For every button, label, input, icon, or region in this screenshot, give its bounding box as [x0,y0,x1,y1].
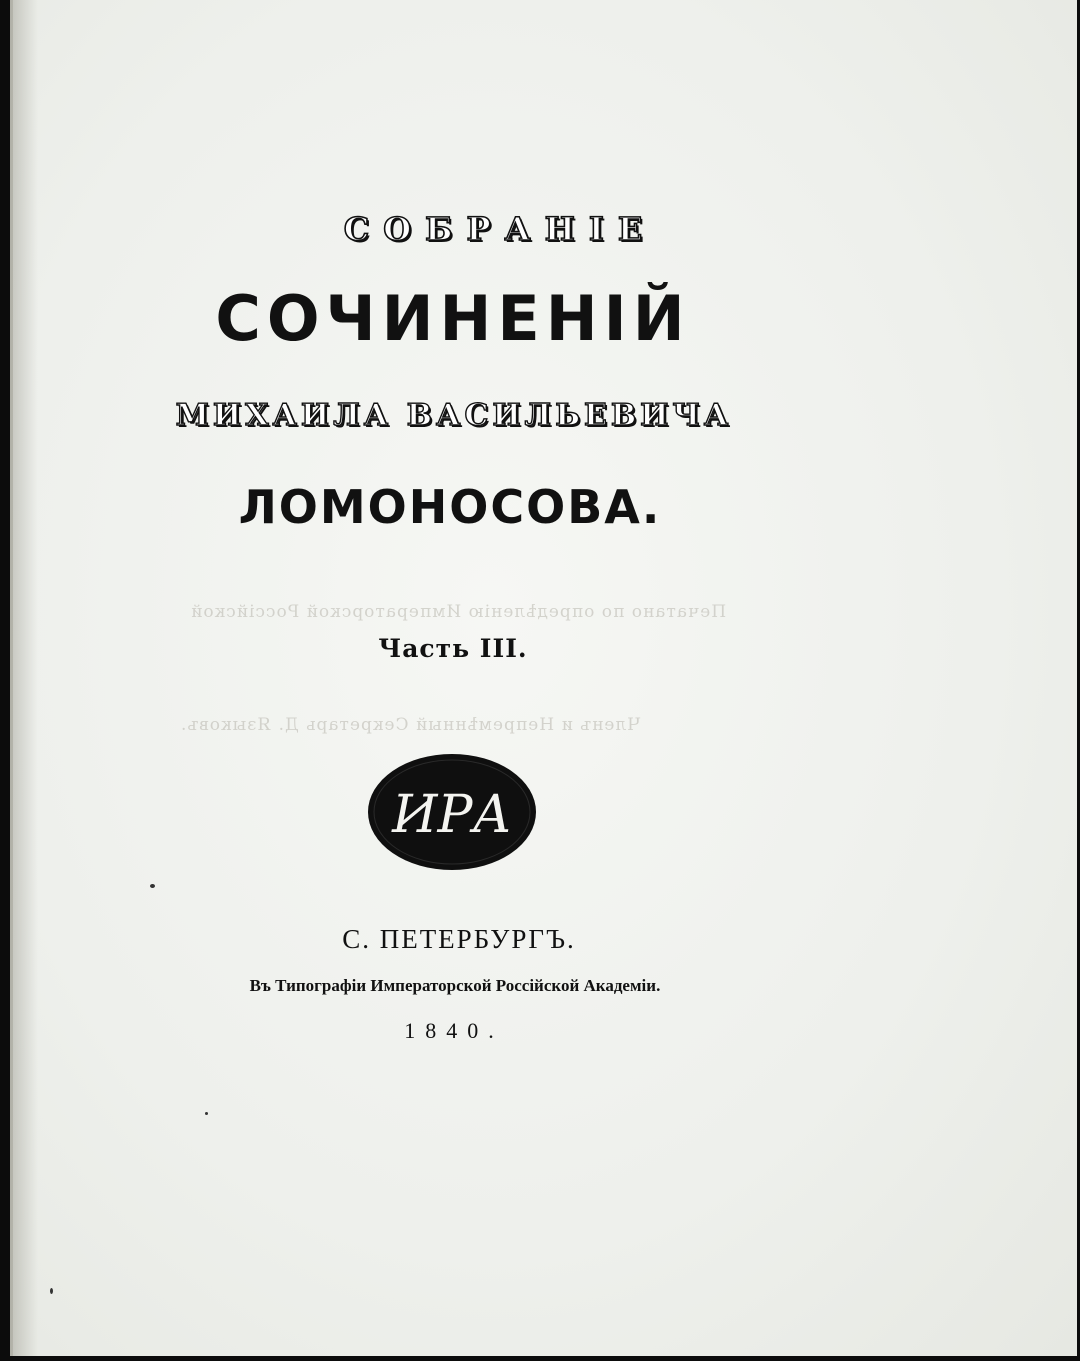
title-line-collection: СОБРАНІЕ [343,210,657,248]
volume-part: Часть III. [378,634,528,663]
academy-emblem-icon [366,752,538,872]
imprint-year: 1840. [404,1018,504,1043]
emblem-monogram: ИРА [392,785,512,845]
bleed-through-line-a: Печатано по опредѣленію Императорской Россійской [190,602,727,622]
spine-shadow [10,0,38,1356]
bleed-through-line-b: Членъ и Непремѣнный Секретарь Д. Языковъ. [180,715,641,735]
author-surname: ЛОМОНОСОВА. [238,480,662,534]
paper-sheet [10,0,1077,1356]
imprint-city: С. ПЕТЕРБУРГЪ. [342,924,576,954]
ink-speck [50,1288,53,1294]
imprint-press: Въ Типографіи Императорской Россійской Академіи. [249,976,661,995]
title-line-works: СОЧИНЕНІЙ [215,282,691,355]
ink-speck [205,1112,208,1115]
author-first-names: МИХАИЛА ВАСИЛЬЕВИЧА [175,398,733,433]
ink-speck [150,884,155,888]
